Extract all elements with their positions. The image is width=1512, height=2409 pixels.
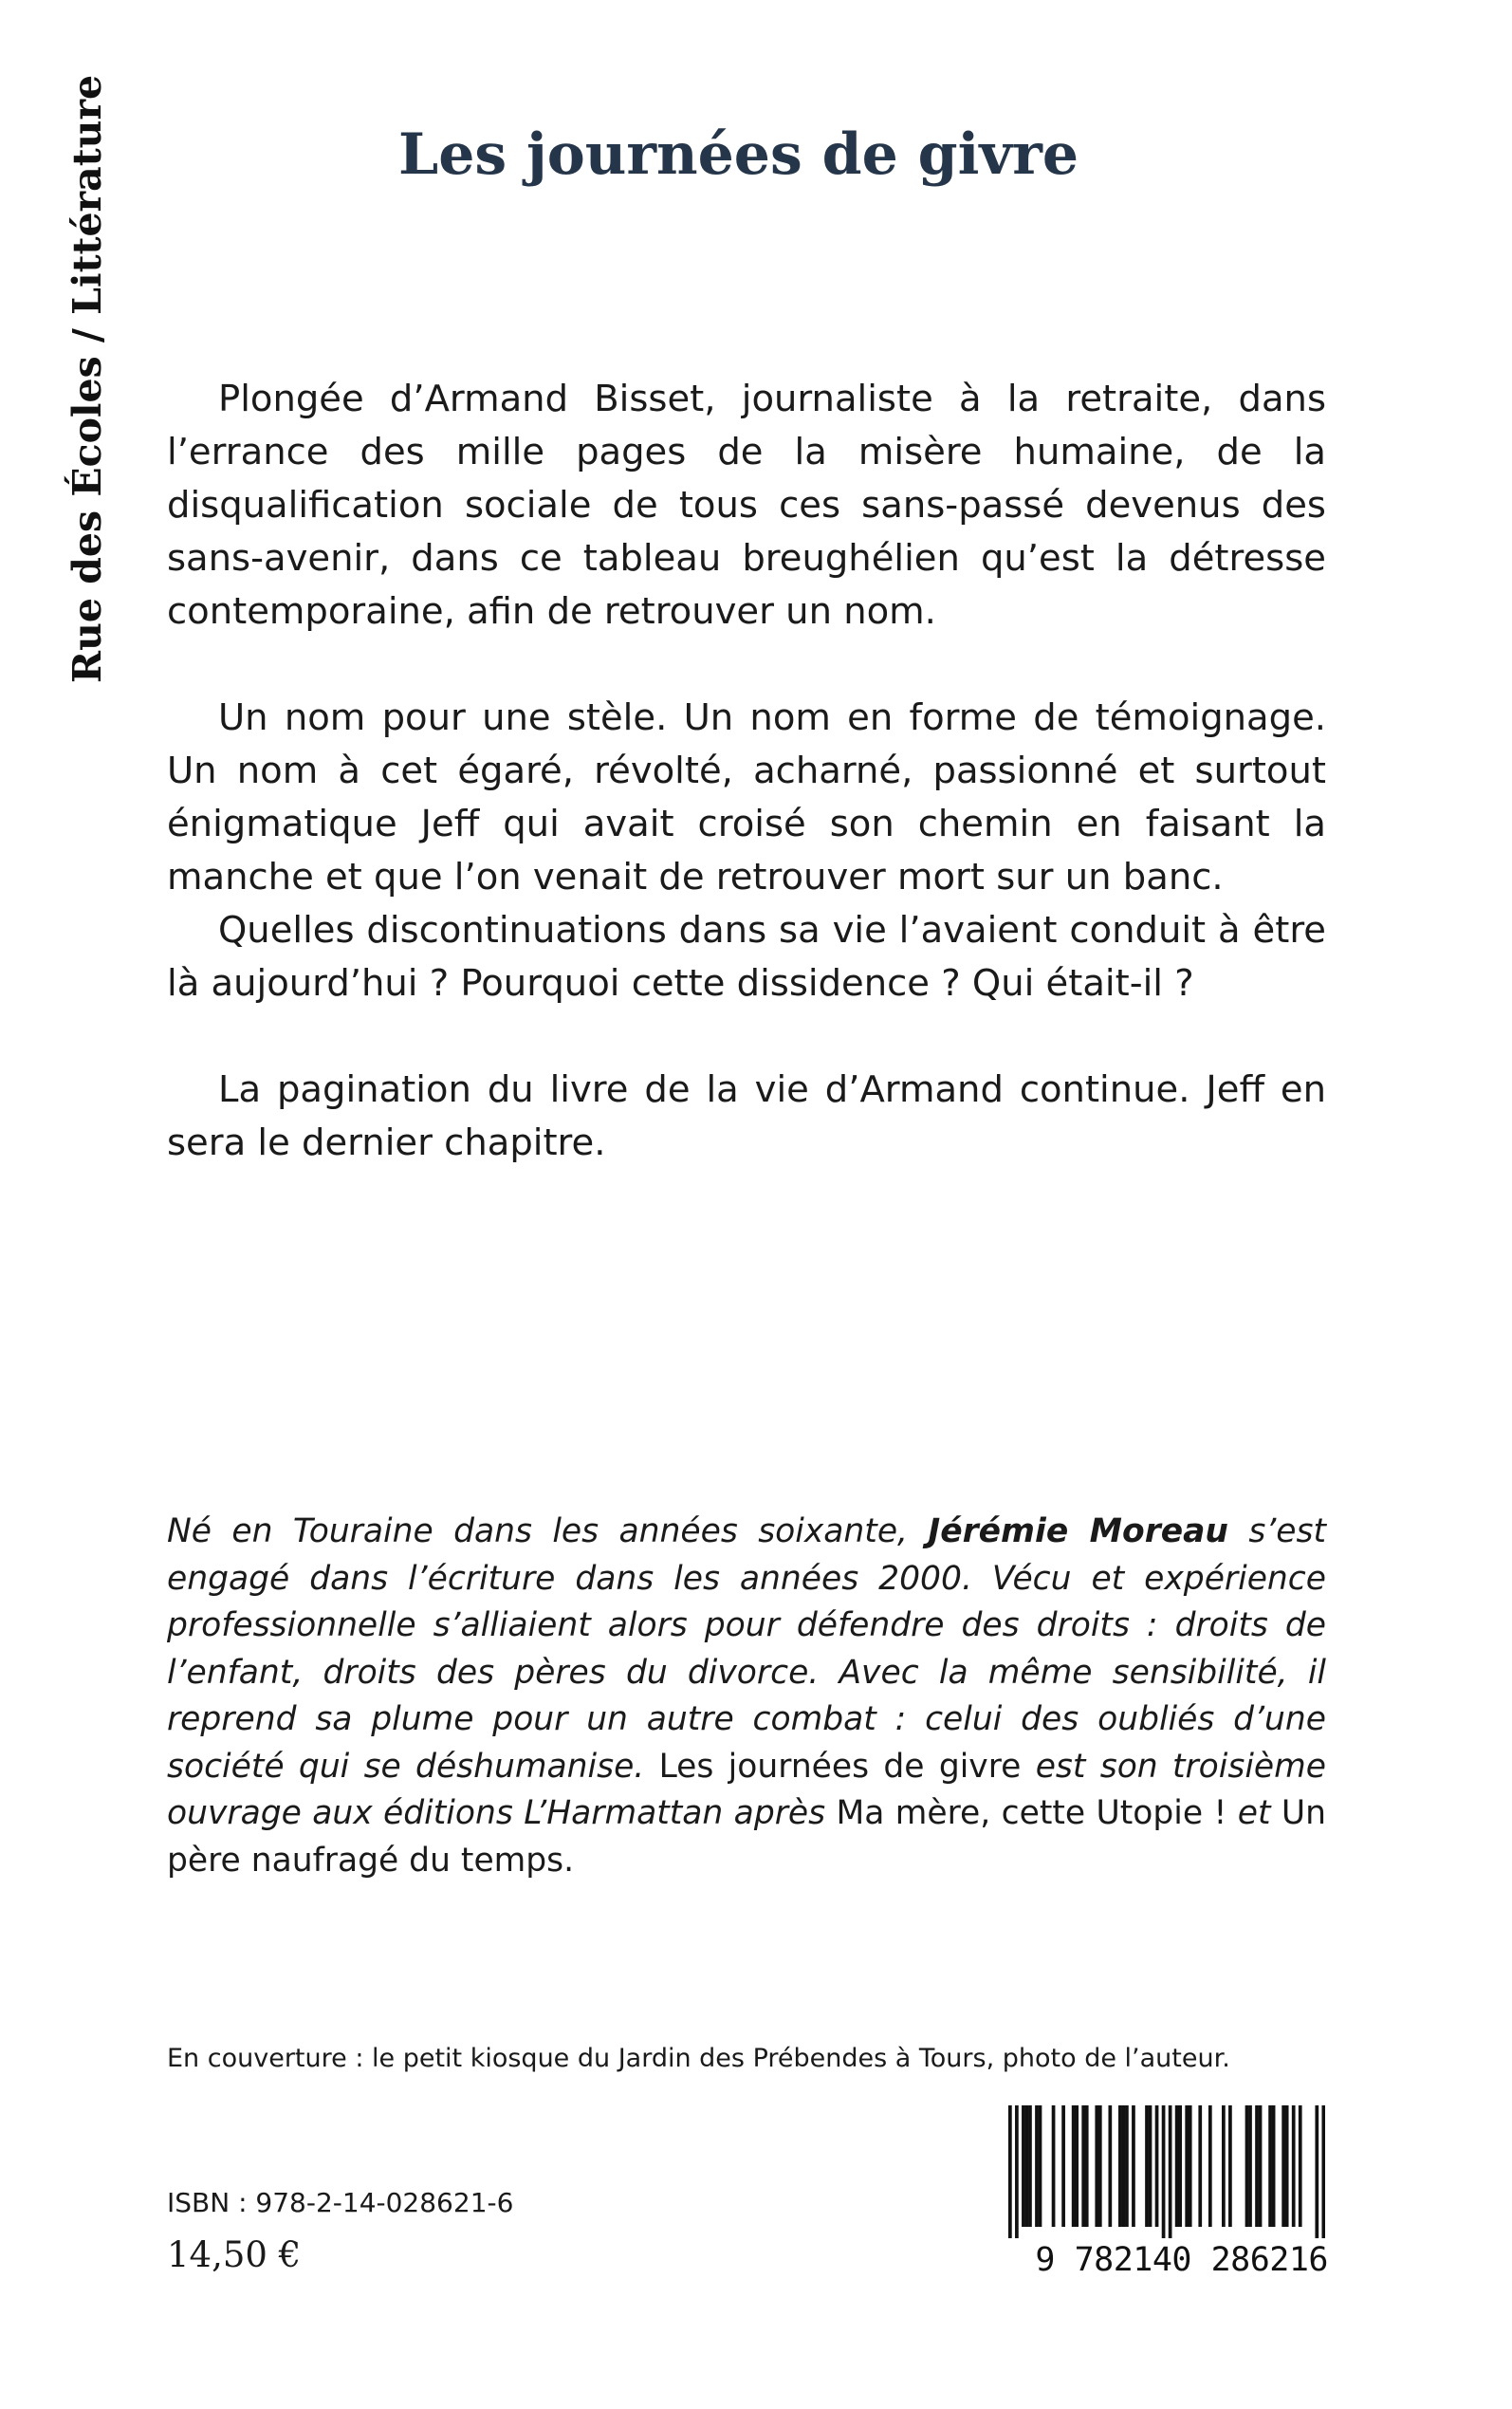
synopsis-paragraph: La pagination du livre de la vie d’Armand continue. Jeff en sera le dernier chapitre. [167, 1068, 1326, 1164]
barcode-bar [1245, 2105, 1249, 2227]
barcode-bar [1125, 2105, 1129, 2227]
barcode-bar [1132, 2105, 1135, 2227]
barcode-bar [1315, 2105, 1318, 2238]
barcode-bar [1072, 2105, 1076, 2227]
barcode-bar [1035, 2105, 1039, 2227]
barcode-bar [1085, 2105, 1089, 2227]
barcode-bar [1108, 2105, 1112, 2227]
bio-text: et [1226, 1794, 1282, 1832]
barcode-bars-icon [1008, 2105, 1325, 2238]
barcode-bar [1178, 2105, 1182, 2227]
bio-text: s’est engagé dans l’écriture dans les années 2000. Vécu et expérience professionnelle s’alliaient alors pour défendre des droits : droits de l’enfant, droits des pères du divorce. Avec la même sensibilité, il reprend sa plume pour un autre combat : celui des oubliés d’une société qui se déshumanise. [167, 1512, 1327, 1786]
barcode-bar [1118, 2105, 1122, 2227]
spine-series-label: Rue des Écoles / Littérature [65, 74, 110, 683]
bio-text: . [563, 1841, 575, 1880]
synopsis-paragraph: Plongée d’Armand Bisset, journaliste à la retraite, dans l’errance des mille pages de la misère humaine, de la disqualification sociale de tous ces sans-passé devenus des sans-avenir, dans ce tableau breughélien qu’est la détresse contemporaine, afin de retrouver un nom. [167, 378, 1326, 633]
barcode-bar [1185, 2105, 1189, 2227]
barcode-bar [1081, 2105, 1085, 2227]
barcode-bar [1248, 2105, 1252, 2227]
synopsis-paragraph: Quelles discontinuations dans sa vie l’avaient conduit à être là aujourd’hui ? Pourquoi cette dissidence ? Qui était-il ? [167, 909, 1326, 1005]
barcode-bar [1189, 2105, 1192, 2227]
barcode-bar [1272, 2105, 1276, 2227]
synopsis-paragraph: Un nom pour une stèle. Un nom en forme de témoignage. Un nom à cet égaré, révolté, acharné, passionné et surtout énigmatique Jeff qui avait croisé son chemin en faisant la manche et que l’on venait de retrouver mort sur un banc. [167, 696, 1326, 899]
barcode-bar [1228, 2105, 1232, 2227]
barcode-bar [1122, 2105, 1126, 2227]
book-title-ref: Les journées de givre [658, 1747, 1022, 1786]
barcode-bar [1052, 2105, 1056, 2227]
author-bio-paragraph [167, 1509, 1326, 1884]
barcode-bar [1321, 2105, 1325, 2238]
barcode-bar [1255, 2105, 1259, 2227]
author-name: Jérémie Moreau [928, 1512, 1228, 1550]
barcode-bar [1061, 2105, 1065, 2227]
barcode-bar [1198, 2105, 1202, 2227]
barcode-bar [1008, 2105, 1012, 2238]
book-title-ref: Un père naufragé du temps [167, 1794, 1327, 1880]
isbn: ISBN : 978-2-14-028621-6 [167, 2187, 514, 2218]
barcode-bar [1028, 2105, 1032, 2227]
barcode-bar [1222, 2105, 1226, 2227]
barcode-bar [1259, 2105, 1263, 2227]
bio-text: est son troisième ouvrage aux éditions L’Harmattan après [167, 1747, 1326, 1832]
book-title-ref: Ma mère, cette Utopie ! [836, 1794, 1227, 1832]
barcode-bar [1015, 2105, 1019, 2238]
barcode-bar [1149, 2105, 1152, 2227]
barcode-bar [1098, 2105, 1102, 2227]
barcode-bar [1162, 2105, 1166, 2238]
barcode-bar [1299, 2105, 1302, 2227]
cover-credit: En couverture : le petit kiosque du Jardin des Prébendes à Tours, photo de l’auteur. [167, 2044, 1230, 2073]
bio-text: Né en Touraine dans les années soixante, [167, 1512, 929, 1550]
barcode-bar [1268, 2105, 1272, 2227]
synopsis [167, 373, 1326, 1170]
barcode-bar [1208, 2105, 1212, 2227]
barcode-bar [1285, 2105, 1289, 2227]
book-title: Les journées de givre [398, 121, 1079, 188]
barcode-bar [1039, 2105, 1042, 2227]
barcode-bar [1145, 2105, 1149, 2227]
barcode-bar [1095, 2105, 1098, 2227]
barcode-bar [1075, 2105, 1079, 2227]
author-bio [167, 1509, 1326, 1884]
price: 14,50 € [167, 2234, 302, 2275]
barcode-bar [1155, 2105, 1159, 2227]
barcode-bar [1175, 2105, 1179, 2227]
barcode-bar [1022, 2105, 1025, 2227]
barcode-bar [1169, 2105, 1172, 2238]
barcode-bar [1292, 2105, 1296, 2227]
barcode-digits: 9 782140 286216 [1035, 2241, 1328, 2279]
barcode-bar [1025, 2105, 1029, 2227]
barcode-bar [1282, 2105, 1285, 2227]
